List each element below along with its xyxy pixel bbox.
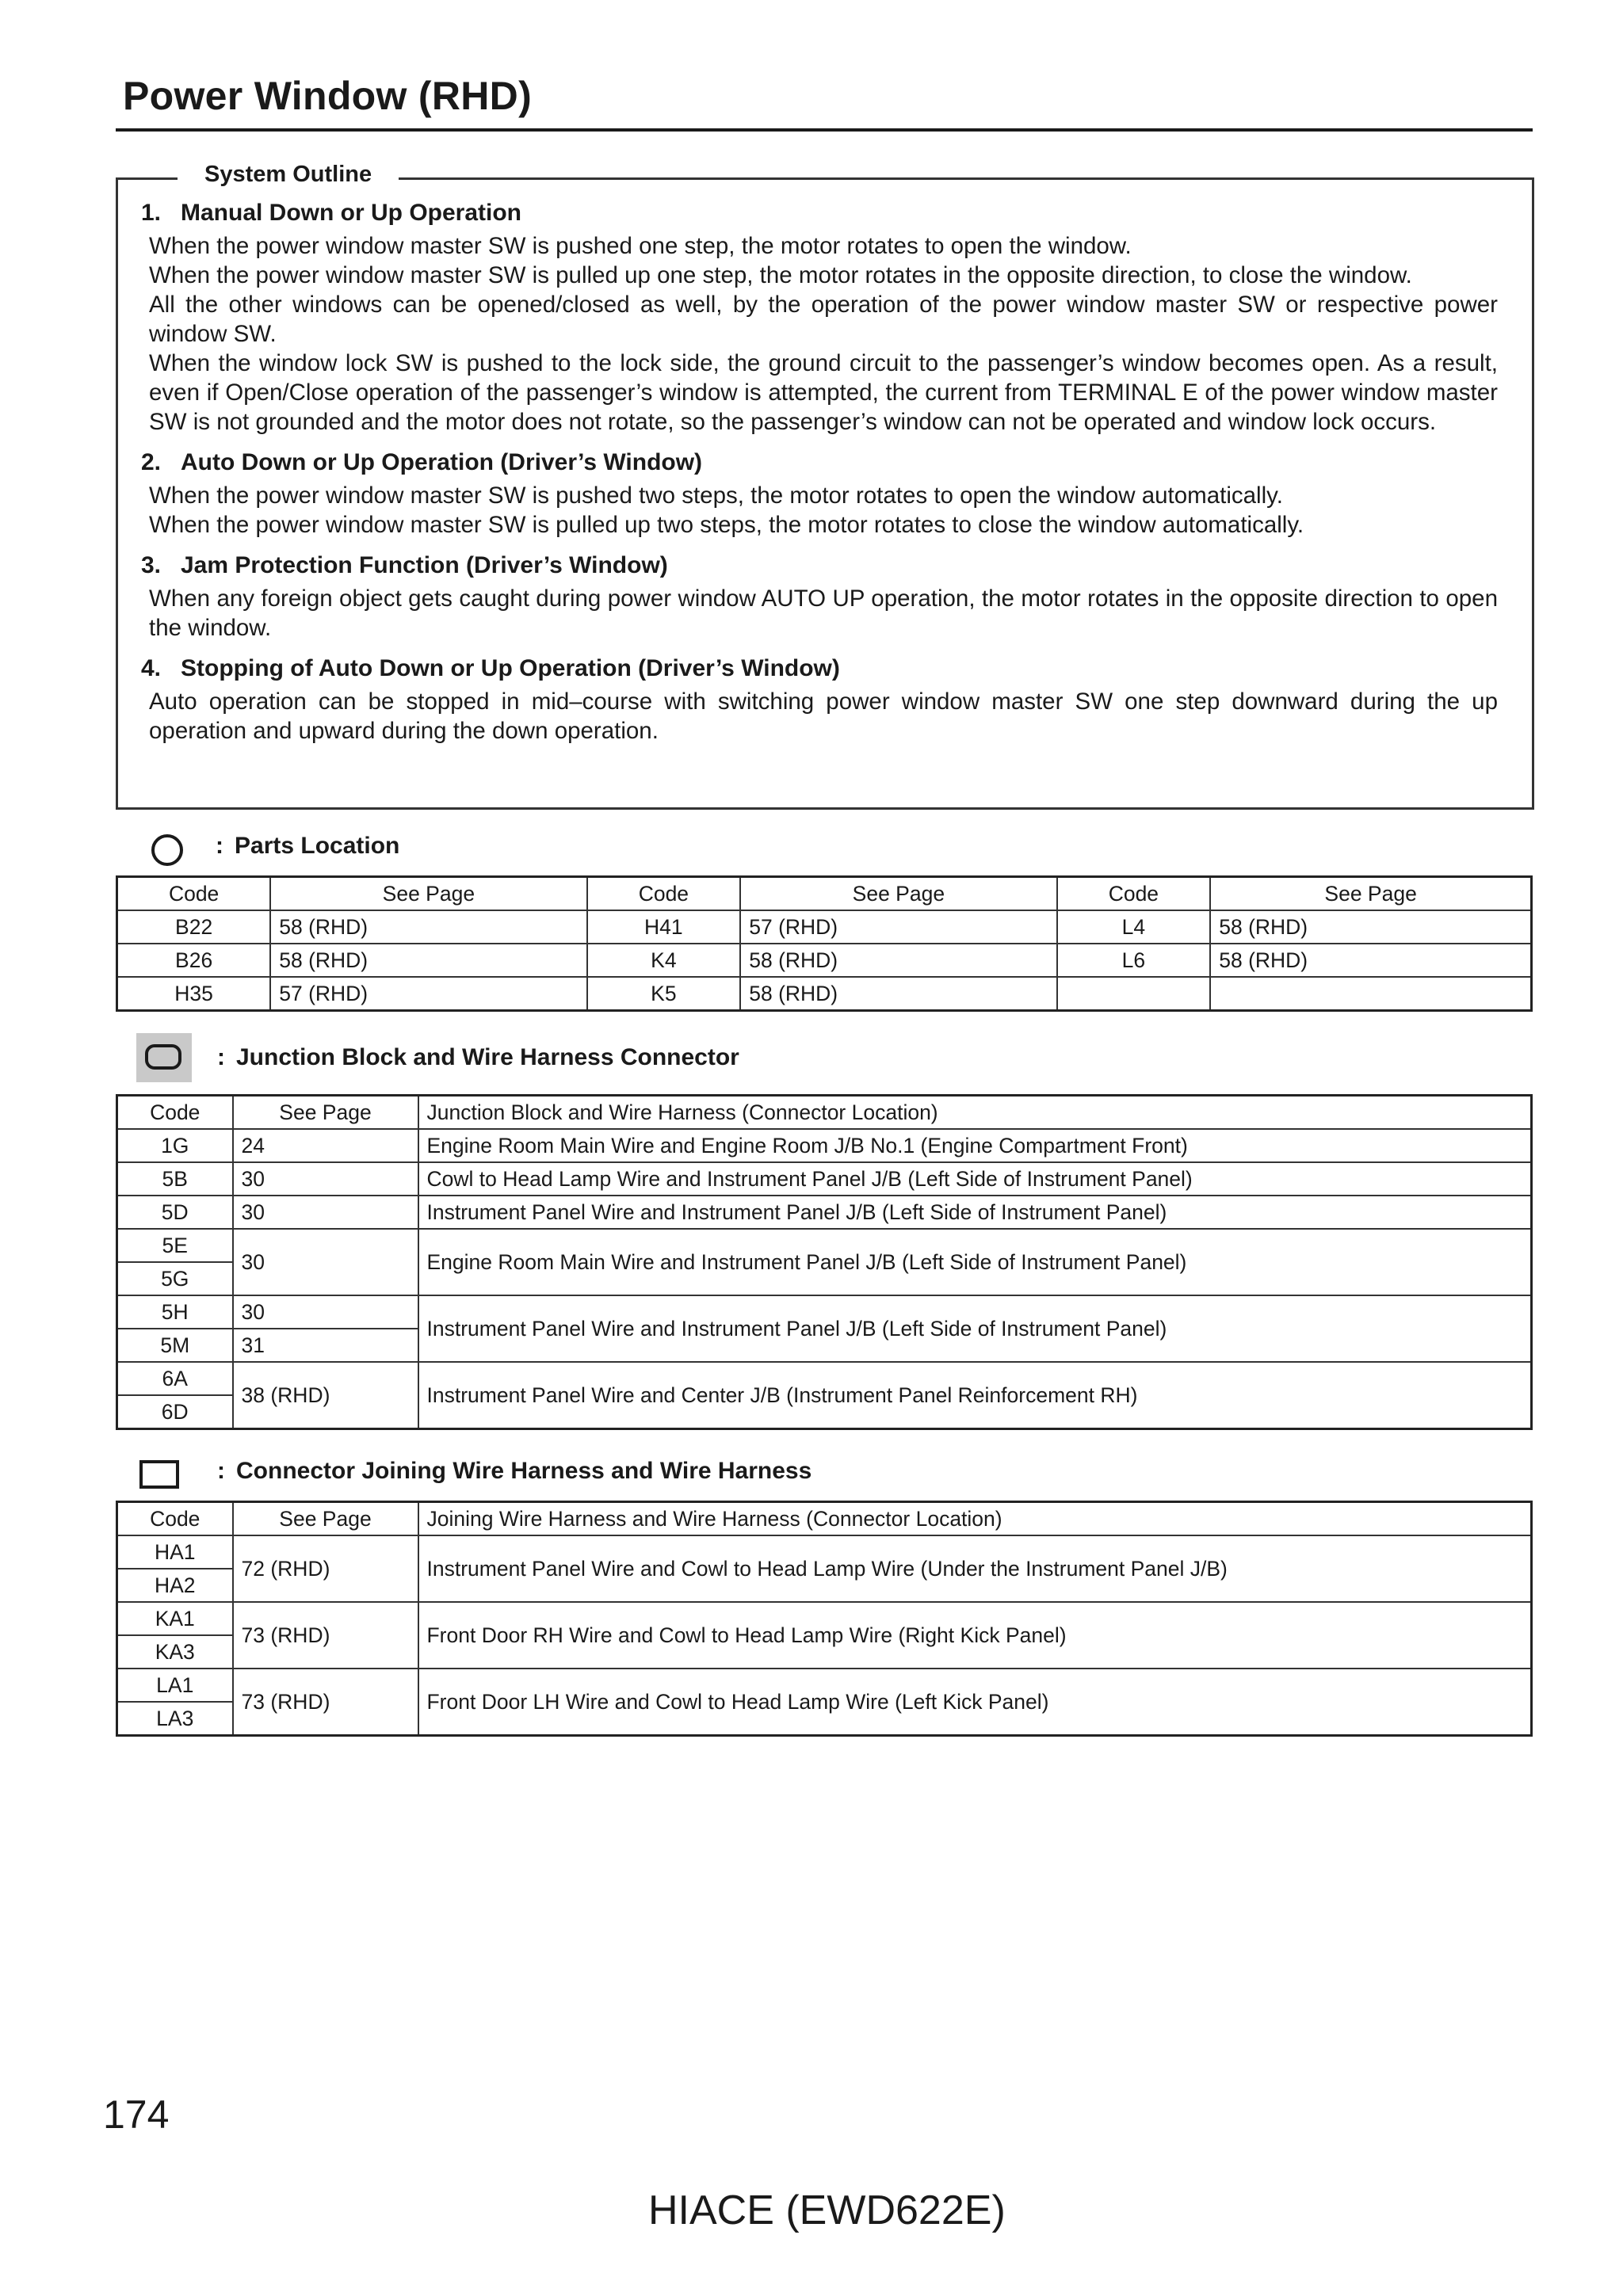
table-row bbox=[117, 944, 1532, 977]
section-title: Stopping of Auto Down or Up Operation (Driver’s Window) bbox=[181, 655, 840, 681]
column-header: Code bbox=[587, 877, 741, 911]
code-cell: 5G bbox=[117, 1262, 233, 1295]
table-row bbox=[117, 1295, 1532, 1329]
section-heading bbox=[141, 198, 1498, 228]
section-paragraph: When the power window master SW is pulled up one step, the motor rotates in the opposite direction, to close the window. bbox=[149, 262, 1412, 288]
legend-label: Junction Block and Wire Harness Connector bbox=[236, 1044, 739, 1070]
code-cell: 5D bbox=[117, 1196, 233, 1229]
column-header: See Page bbox=[270, 877, 586, 911]
section-paragraph: When any foreign object gets caught during power window AUTO UP operation, the motor rotates in the opposite direction to open the window. bbox=[149, 585, 1498, 641]
page-cell: 72 (RHD) bbox=[233, 1535, 418, 1602]
legend-label: Connector Joining Wire Harness and Wire Harness bbox=[236, 1458, 812, 1484]
location-cell: Instrument Panel Wire and Instrument Panel J/B (Left Side of Instrument Panel) bbox=[418, 1295, 1532, 1362]
table-header-row bbox=[117, 1502, 1532, 1536]
section-title: Auto Down or Up Operation (Driver’s Window) bbox=[181, 449, 703, 475]
column-header: Code bbox=[117, 1096, 233, 1130]
joining-connector-square-icon bbox=[139, 1460, 179, 1489]
code-cell: 1G bbox=[117, 1129, 233, 1162]
section-heading bbox=[141, 654, 1498, 684]
outline-section bbox=[141, 551, 1498, 643]
page-title: Power Window (RHD) bbox=[123, 74, 533, 118]
legend-colon: : bbox=[217, 1458, 225, 1484]
junction-block-table bbox=[116, 1094, 1533, 1430]
location-cell: Engine Room Main Wire and Engine Room J/B No.1 (Engine Compartment Front) bbox=[418, 1129, 1532, 1162]
column-header: Code bbox=[1057, 877, 1211, 911]
table-header-row bbox=[117, 1096, 1532, 1130]
section-paragraph: When the window lock SW is pushed to the lock side, the ground circuit to the passenger’s window becomes open. As a result, even if Open/Close operation of the passenger’s window is attempted, the current from TERMINAL E of the power window master SW is not grounded and the motor does not rotate, so the passenger’s window can not be operated and window lock occurs. bbox=[149, 350, 1498, 435]
parts-location-circle-icon bbox=[151, 834, 183, 866]
page-cell: 58 (RHD) bbox=[1210, 944, 1531, 977]
code-cell: HA2 bbox=[117, 1569, 233, 1602]
outline-section bbox=[141, 448, 1498, 540]
table-row bbox=[117, 1669, 1532, 1702]
column-header: See Page bbox=[233, 1096, 418, 1130]
parts-location-table bbox=[116, 875, 1533, 1012]
location-cell: Engine Room Main Wire and Instrument Panel J/B (Left Side of Instrument Panel) bbox=[418, 1229, 1532, 1295]
table-row bbox=[117, 1196, 1532, 1229]
column-header: Joining Wire Harness and Wire Harness (Connector Location) bbox=[418, 1502, 1532, 1536]
section-number: 2. bbox=[141, 449, 162, 475]
joining-connector-legend bbox=[217, 1458, 812, 1485]
table-row bbox=[117, 977, 1532, 1011]
junction-block-rounded-icon bbox=[145, 1044, 181, 1070]
table-row bbox=[117, 1602, 1532, 1635]
page-cell: 58 (RHD) bbox=[740, 944, 1056, 977]
section-heading bbox=[141, 551, 1498, 581]
section-number: 1. bbox=[141, 200, 162, 226]
code-cell: K5 bbox=[587, 977, 741, 1011]
code-cell: 6A bbox=[117, 1362, 233, 1395]
table-header-row bbox=[117, 877, 1532, 911]
document-footer: HIACE (EWD622E) bbox=[648, 2187, 1006, 2233]
page-cell: 38 (RHD) bbox=[233, 1362, 418, 1429]
page-cell: 57 (RHD) bbox=[740, 910, 1056, 944]
code-cell: 5B bbox=[117, 1162, 233, 1196]
column-header: Junction Block and Wire Harness (Connector Location) bbox=[418, 1096, 1532, 1130]
title-rule bbox=[116, 128, 1533, 132]
junction-block-legend bbox=[217, 1044, 739, 1071]
code-cell: L4 bbox=[1057, 910, 1211, 944]
column-header: See Page bbox=[740, 877, 1056, 911]
section-title: Jam Protection Function (Driver’s Window) bbox=[181, 552, 668, 578]
section-title: Manual Down or Up Operation bbox=[181, 200, 522, 226]
code-cell bbox=[1057, 977, 1211, 1011]
outline-section bbox=[141, 198, 1498, 437]
column-header: See Page bbox=[1210, 877, 1531, 911]
page-cell: 58 (RHD) bbox=[740, 977, 1056, 1011]
location-cell: Front Door LH Wire and Cowl to Head Lamp Wire (Left Kick Panel) bbox=[418, 1669, 1532, 1736]
code-cell: 6D bbox=[117, 1395, 233, 1429]
section-paragraph: When the power window master SW is pushed two steps, the motor rotates to open the window automatically. bbox=[149, 482, 1283, 509]
legend-colon: : bbox=[216, 833, 223, 859]
location-cell: Instrument Panel Wire and Center J/B (Instrument Panel Reinforcement RH) bbox=[418, 1362, 1532, 1429]
code-cell: 5H bbox=[117, 1295, 233, 1329]
joining-connector-table bbox=[116, 1501, 1533, 1737]
column-header: See Page bbox=[233, 1502, 418, 1536]
code-cell: LA3 bbox=[117, 1702, 233, 1736]
code-cell: B26 bbox=[117, 944, 271, 977]
column-header: Code bbox=[117, 877, 271, 911]
table-row bbox=[117, 1129, 1532, 1162]
page-cell: 30 bbox=[233, 1162, 418, 1196]
outline-section bbox=[141, 654, 1498, 746]
location-cell: Instrument Panel Wire and Cowl to Head Lamp Wire (Under the Instrument Panel J/B) bbox=[418, 1535, 1532, 1602]
code-cell: HA1 bbox=[117, 1535, 233, 1569]
legend-colon: : bbox=[217, 1044, 225, 1070]
page-cell: 30 bbox=[233, 1295, 418, 1329]
section-number: 4. bbox=[141, 655, 162, 681]
code-cell: L6 bbox=[1057, 944, 1211, 977]
table-row bbox=[117, 1535, 1532, 1569]
section-paragraph: When the power window master SW is pulled up two steps, the motor rotates to close the window automatically. bbox=[149, 512, 1304, 538]
page-cell: 24 bbox=[233, 1129, 418, 1162]
parts-location-legend bbox=[216, 833, 399, 860]
page-number: 174 bbox=[103, 2092, 170, 2137]
page-cell: 30 bbox=[233, 1229, 418, 1295]
code-cell: KA3 bbox=[117, 1635, 233, 1669]
page-cell bbox=[1210, 977, 1531, 1011]
code-cell: H41 bbox=[587, 910, 741, 944]
table-row bbox=[117, 1229, 1532, 1262]
page-cell: 58 (RHD) bbox=[1210, 910, 1531, 944]
page-cell: 58 (RHD) bbox=[270, 944, 586, 977]
section-paragraph: When the power window master SW is pushed one step, the motor rotates to open the window. bbox=[149, 233, 1132, 259]
page-cell: 31 bbox=[233, 1329, 418, 1362]
code-cell: 5E bbox=[117, 1229, 233, 1262]
column-header: Code bbox=[117, 1502, 233, 1536]
section-paragraph: All the other windows can be opened/closed as well, by the operation of the power window master SW or respective power window SW. bbox=[149, 292, 1498, 347]
page-cell: 73 (RHD) bbox=[233, 1602, 418, 1669]
location-cell: Front Door RH Wire and Cowl to Head Lamp Wire (Right Kick Panel) bbox=[418, 1602, 1532, 1669]
legend-label: Parts Location bbox=[235, 833, 400, 859]
code-cell: K4 bbox=[587, 944, 741, 977]
section-heading bbox=[141, 448, 1498, 478]
page-cell: 73 (RHD) bbox=[233, 1669, 418, 1736]
table-row bbox=[117, 910, 1532, 944]
code-cell: B22 bbox=[117, 910, 271, 944]
location-cell: Instrument Panel Wire and Instrument Panel J/B (Left Side of Instrument Panel) bbox=[418, 1196, 1532, 1229]
code-cell: H35 bbox=[117, 977, 271, 1011]
section-paragraph: Auto operation can be stopped in mid–course with switching power window master SW one step downward during the up operation and upward during the down operation. bbox=[149, 688, 1498, 744]
system-outline-label: System Outline bbox=[178, 162, 399, 188]
system-outline-sections bbox=[141, 198, 1498, 757]
page-cell: 30 bbox=[233, 1196, 418, 1229]
table-row bbox=[117, 1162, 1532, 1196]
location-cell: Cowl to Head Lamp Wire and Instrument Panel J/B (Left Side of Instrument Panel) bbox=[418, 1162, 1532, 1196]
page-cell: 58 (RHD) bbox=[270, 910, 586, 944]
page-cell: 57 (RHD) bbox=[270, 977, 586, 1011]
code-cell: 5M bbox=[117, 1329, 233, 1362]
code-cell: LA1 bbox=[117, 1669, 233, 1702]
code-cell: KA1 bbox=[117, 1602, 233, 1635]
table-row bbox=[117, 1362, 1532, 1395]
section-number: 3. bbox=[141, 552, 162, 578]
